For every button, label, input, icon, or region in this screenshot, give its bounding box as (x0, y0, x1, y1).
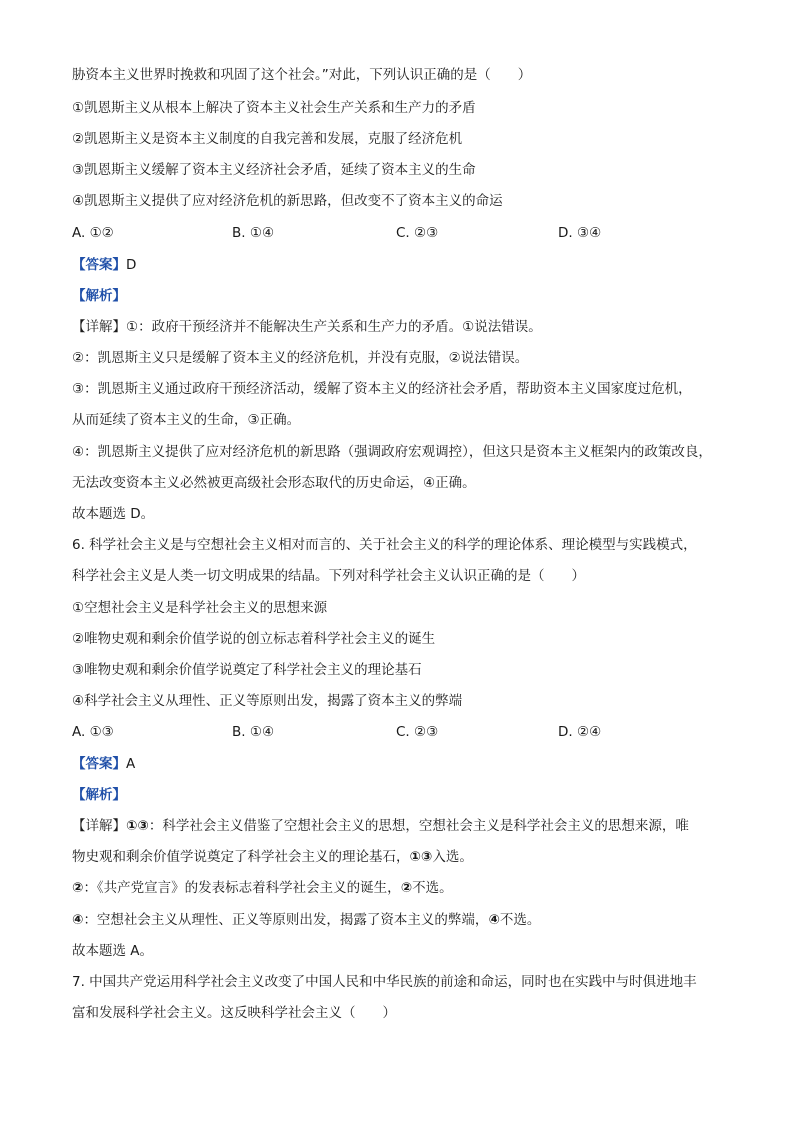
q5-detail-4a: ④：凯恩斯主义提供了应对经济危机的新思路（强调政府宏观调控），但这只是资本主义框架内的政策改良， (72, 444, 712, 460)
q5-option-b: B. ①④ (232, 225, 275, 241)
q5-analysis-tag (72, 287, 126, 305)
q6-item-2: ②唯物史观和剩余价值学说的创立标志着科学社会主义的诞生 (72, 631, 436, 647)
q6-d2-mark2: ② (400, 880, 413, 896)
q6-d2-tail: 不选。 (412, 880, 453, 896)
analysis-tag: 【解析】 (72, 787, 126, 803)
q5-option-d: D. ③④ (558, 225, 602, 241)
q6-d4-text: ：空想社会主义从理性、正义等原则出发，揭露了资本主义的弊端， (83, 912, 489, 928)
q5-option-a: A. ①② (72, 225, 114, 241)
q6-item-4: ④科学社会主义从理性、正义等原则出发，揭露了资本主义的弊端 (72, 693, 463, 709)
q5-detail-1-text: ①：政府干预经济并不能解决生产关系和生产力的矛盾。①说法错误。 (126, 319, 542, 335)
q5-stem-tail: 胁资本主义世界时挽救和巩固了这个社会。”对此，下列认识正确的是（ ） (72, 67, 532, 83)
q6-detail-2 (72, 879, 453, 897)
q6-option-d: D. ②④ (558, 724, 602, 740)
q6-d1-line2-tail: 入选。 (432, 849, 473, 865)
q6-option-a: A. ①③ (72, 724, 114, 740)
q6-option-b: B. ①④ (232, 724, 275, 740)
q6-answer-line (72, 755, 135, 773)
q6-d4-mark: ④ (72, 912, 84, 928)
q6-conclusion: 故本题选 A。 (72, 943, 154, 959)
q6-d2-text: ：《共产党宣言》的发表标志着科学社会主义的诞生， (83, 880, 401, 896)
answer-tag: 【答案】 (72, 257, 126, 273)
q6-d1-mark: ①③ (126, 818, 149, 834)
q5-conclusion: 故本题选 D。 (72, 506, 155, 522)
q5-detail-2: ②：凯恩斯主义只是缓解了资本主义的经济危机，并没有克服，②说法错误。 (72, 350, 529, 366)
q6-item-3: ③唯物史观和剩余价值学说奠定了科学社会主义的理论基石 (72, 662, 422, 678)
q6-d1-text: ：科学社会主义借鉴了空想社会主义的思想，空想社会主义是科学社会主义的思想来源，唯 (148, 818, 689, 834)
q6-d1-line2-text: 物史观和剩余价值学说奠定了科学社会主义的理论基石， (72, 849, 410, 865)
q5-item-1: ①凯恩斯主义从根本上解决了资本主义社会生产关系和生产力的矛盾 (72, 100, 476, 116)
q5-answer-line (72, 256, 136, 274)
q5-detail-1 (72, 318, 542, 336)
q7-stem-1: 7. 中国共产党运用科学社会主义改变了中国人民和中华民族的前途和命运，同时也在实践中与时俱进地丰 (72, 974, 697, 990)
q6-option-c: C. ②③ (396, 724, 439, 740)
q7-stem-2: 富和发展科学社会主义。这反映科学社会主义（ ） (72, 1005, 396, 1021)
q6-stem-2: 科学社会主义是人类一切文明成果的结晶。下列对科学社会主义认识正确的是（ ） (72, 568, 585, 584)
q5-detail-4b: 无法改变资本主义必然被更高级社会形态取代的历史命运，④正确。 (72, 475, 476, 491)
q6-d1-line2-mark: ①③ (409, 849, 433, 865)
q6-stem-1: 6. 科学社会主义是与空想社会主义相对而言的、关于社会主义的科学的理论体系、理论模型与实践模式， (72, 537, 697, 553)
q5-option-c: C. ②③ (396, 225, 439, 241)
q6-d2-mark: ② (72, 880, 84, 896)
q6-analysis-tag (72, 786, 126, 804)
q6-answer-value: A (126, 756, 136, 772)
q6-d4-mark2: ④ (488, 912, 500, 928)
detail-tag: 【详解】 (72, 818, 126, 834)
answer-tag: 【答案】 (72, 756, 126, 772)
q6-detail-1-line2 (72, 848, 473, 866)
q6-d4-tail: 不选。 (499, 912, 541, 928)
q5-detail-3b: 从而延续了资本主义的生命，③正确。 (72, 412, 301, 428)
q5-item-4: ④凯恩斯主义提供了应对经济危机的新思路，但改变不了资本主义的命运 (72, 193, 503, 209)
q6-detail-4 (72, 911, 540, 929)
q6-item-1: ①空想社会主义是科学社会主义的思想来源 (72, 600, 328, 616)
q5-item-2: ②凯恩斯主义是资本主义制度的自我完善和发展，克服了经济危机 (72, 131, 463, 147)
detail-tag: 【详解】 (72, 319, 126, 335)
q5-detail-3a: ③：凯恩斯主义通过政府干预经济活动，缓解了资本主义的经济社会矛盾，帮助资本主义国家度过危机， (72, 381, 692, 397)
q5-answer-value: D (126, 257, 137, 273)
q6-detail-1 (72, 817, 689, 835)
analysis-tag: 【解析】 (72, 288, 126, 304)
q5-item-3: ③凯恩斯主义缓解了资本主义经济社会矛盾，延续了资本主义的生命 (72, 162, 476, 178)
